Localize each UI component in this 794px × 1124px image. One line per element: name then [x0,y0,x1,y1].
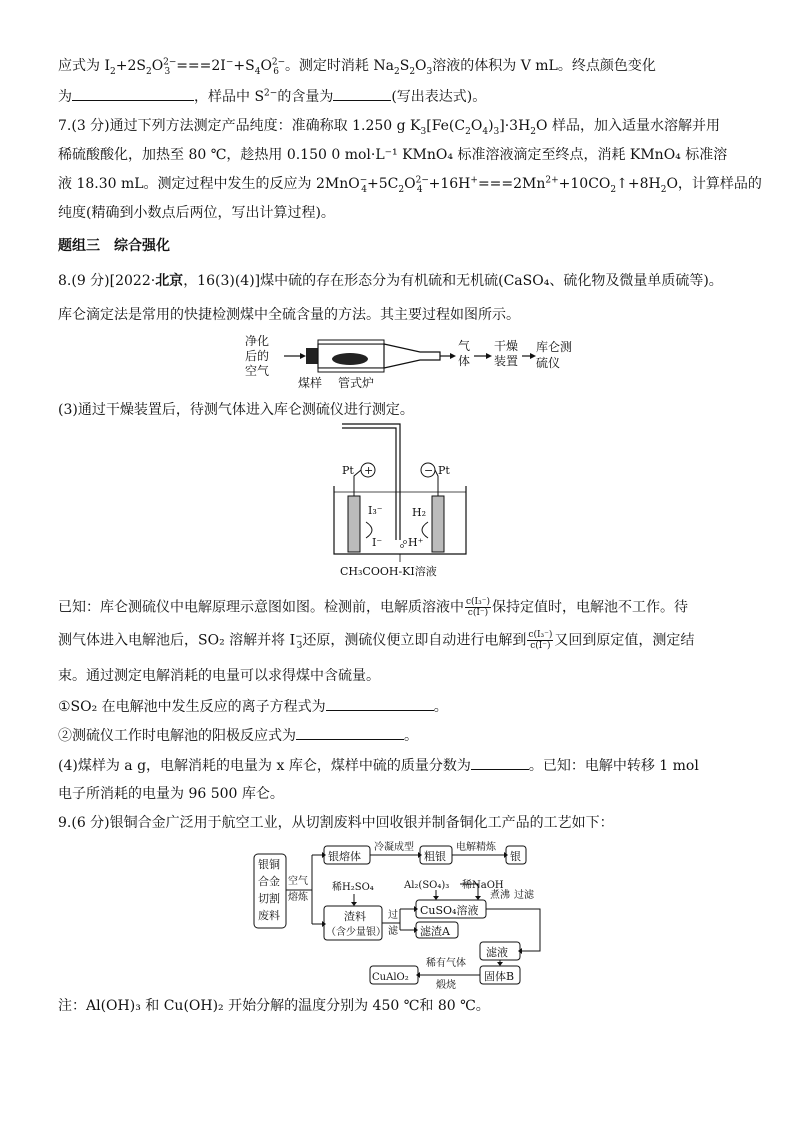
text: ，16(3)(4)]煤中硫的存在形态分为有机硫和无机硫(CaSO₄、硫化物及微量单质硫等)。 [183,273,723,289]
text: ===2Mn [477,176,546,192]
text: 的含量为 [277,89,334,105]
furnace-top [318,340,384,344]
coal-sample [332,353,368,365]
label-dil-h2so4: 稀H₂SO₄ [332,882,374,893]
anode-electrode [348,496,360,552]
label-coal: 煤样 [298,376,323,390]
answer-blank[interactable] [333,86,391,101]
label-kulun-1: 库仑测 [536,340,573,354]
label-cool: 冷凝成型 [374,842,414,853]
text: 保持定值时，电解池不工作。待 [491,599,688,616]
label-air: 空气 [288,876,308,887]
text: 又回到原定值，测定结 [554,632,695,649]
concentration-ratio: $\frac{\text{c(I₃⁻)}}{c(I^-)}$ [466,597,490,618]
stopper [306,348,318,364]
text: 应式为 I [58,58,110,74]
text: 。测定时消耗 Na [284,58,394,74]
label-naoh: 稀NaOH [462,880,504,891]
label-filtrate: 滤液 [486,946,508,959]
label-cuso4: CuSO₄溶液 [420,904,479,917]
text-line: 为 ，样品中 $S^{2-}$的含量为 (写出表达式)。 [58,86,486,107]
question-8-line [58,725,418,746]
text: O [470,118,483,134]
text: O，计算样品的 [666,176,762,192]
question-8-line [58,666,380,686]
text: 已知：库仑测硫仪中电解原理示意图如图。检测前，电解质溶液中 [58,599,464,616]
text: 测气体进入电解池后，SO₂ 溶解并将 I [58,632,296,649]
section-heading: 题组三 综合强化 [58,238,170,254]
label-cualo2: CuAlO₂ [372,972,409,983]
text: 。已知：电解中转移 1 mol [528,758,699,774]
text: 7.(3 分)通过下列方法测定产品纯度：准确称取 1.250 g K [58,118,421,134]
answer-blank[interactable] [471,755,529,770]
label-src2: 合金 [258,875,280,888]
label-al2so4: Al₂(SO₄)₃ [404,880,450,891]
text: 电子所消耗的电量为 96 500 库仑。 [58,786,284,802]
text: (4)煤样为 a g，电解消耗的电量为 x 库仑，煤样中硫的质量分数为 [58,758,471,774]
label-slag2: （含少量银） [326,927,386,938]
label-h2: H₂ [412,506,427,519]
apparatus-diagram-end [534,340,594,374]
question-8-line [58,271,723,291]
label-src1: 银铜 [258,858,280,871]
apparatus-diagram [240,332,560,394]
text: +16H [428,176,471,192]
label-slag1: 渣料 [344,910,366,923]
arrow-head [300,353,306,359]
text: ===2I [176,58,226,74]
text: 溶液的体积为 V mL。终点颜色变化 [432,58,656,74]
text: 束。通过测定电解消耗的电量可以求得煤中含硫量。 [58,668,380,684]
label-src4: 废料 [258,909,280,922]
label-pt-left: Pt [342,464,354,477]
question-9-line [58,813,614,833]
label-calc: 煅烧 [436,980,456,990]
label-solution: CH₃COOH-KI溶液 [340,565,437,578]
label-pt-right: Pt [438,464,450,477]
label-tube: 管式炉 [338,376,375,390]
text: 液 18.30 mL。测定过程中发生的反应为 2MnO [58,176,360,192]
label-ag: 银 [510,850,521,863]
text: 纯度(精确到小数点后两位，写出计算过程)。 [58,205,335,221]
question-8-line [58,400,414,420]
text: 。 [404,728,418,744]
text: +5C [367,176,399,192]
text: O [404,176,416,192]
label-filter2: 滤 [388,926,398,937]
text: [Fe(C [426,118,466,134]
concentration-ratio: $\frac{\text{c(I₃⁻)}}{c(I^-)}$ [528,630,553,651]
furnace-bottom [318,368,384,372]
text: ]·3H [499,118,531,134]
label-dry-1: 干燥 [494,339,519,353]
text: ①SO₂ 在电解池中发生反应的离子方程式为 [58,699,326,715]
label-crude-ag: 粗银 [424,850,446,863]
text: ②测硫仪工作时电解池的阳极反应式为 [58,728,296,744]
label-i-minus: I⁻ [372,536,383,549]
text: 8.(9 分)[2022· [58,273,156,289]
tube-taper [384,344,440,368]
question-7-line [58,145,727,165]
text: 还原，测硫仪便立即自动进行电解到 [302,632,527,649]
process-flowchart [250,838,550,990]
answer-blank[interactable] [326,696,434,711]
label-plus: + [364,464,374,477]
question-8-line [58,597,688,618]
label-filter1: 过 [388,910,398,921]
electrolysis-cell-diagram [320,422,480,580]
label-minus: − [424,464,434,477]
text: ，样品中 S [194,89,265,105]
answer-blank[interactable] [72,86,194,101]
text: (3)通过干燥装置后，待测气体进入库仑测硫仪进行测定。 [58,402,414,418]
text: +10CO [558,176,611,192]
answer-blank[interactable] [296,725,404,740]
text: 稀硫酸酸化，加热至 80 ℃，趁热用 0.150 0 mol·L⁻¹ KMnO₄ 标准溶液滴定至终点，消耗 KMnO₄ 标准溶 [58,147,728,163]
question-8-line [58,305,520,325]
text: O [415,58,427,74]
label-gas-2: 体 [458,354,471,368]
label-gas-1: 气 [458,339,471,353]
label-dry-2: 装置 [494,354,519,368]
label-smelt: 熔炼 [288,892,308,903]
label-src3: 切割 [258,892,280,905]
text: 。 [433,699,448,715]
label-inert: 稀有气体 [426,958,466,969]
label-air-2: 后的 [245,349,270,363]
label-kulun-2: 硫仪 [536,356,561,370]
text: ↑+8H [616,176,661,192]
label-i3: I₃⁻ [368,504,383,517]
text: O [151,58,164,74]
text: 注：Al(OH)₃ 和 Cu(OH)₂ 开始分解的温度分别为 450 ℃和 80 ℃。 [58,998,490,1014]
question-8-line [58,784,284,804]
label-boil: 煮沸 [490,890,510,901]
text: 9.(6 分)银铜合金广泛用于航空工业，从切割废料中回收银并制备铜化工产品的工艺如下： [58,815,614,831]
question-8-line: 测气体进入电解池后，SO₂ 溶解并将 $I^-_3$还原，测硫仪便立即自动进行电解到 $\frac{\text{c(I₃⁻)}}{c(I^-)}$ 又回到原定值，测定结 [58,630,695,652]
text: +2S [115,58,146,74]
label-solid-b: 固体B [484,970,515,983]
label-air-3: 空气 [245,364,270,378]
text-line: 应式为 $I_2+2S_2O^{2-}_3 ===2I^-+S_4O^{2-}_6$ 。测定时消耗 $Na_2S_2O_3$溶液的体积为 V mL。终点颜色变化 [58,57,656,77]
question-7-line: 7.(3 分)通过下列方法测定产品纯度：准确称取 1.250 g $K_3[Fe(C_2O_4)_3]\cdot 3H_2O$ 样品，加入适量水溶解并用 [58,118,720,137]
question-8-line [58,696,448,717]
text: O [260,58,272,74]
label-hplus: H⁺ [408,536,424,549]
text: S [399,58,410,74]
question-7-line: 液 18.30 mL。测定过程中发生的反应为 $2MnO^-_4+5C_2O^{2-}_4$ $+16H^+===2Mn^{2+}+10CO_2↑+8H_2O$，计算样品的 [58,175,762,195]
text: +S [233,58,255,74]
text: 北京 [155,273,184,289]
text: 为 [58,89,72,105]
label-refine: 电解精炼 [456,842,496,853]
text: (写出表达式)。 [391,89,487,105]
text: O 样品，加入适量水溶解并用 [536,118,720,134]
label-residue-a: 滤渣A [420,925,450,938]
text: 库仑滴定法是常用的快捷检测煤中全硫含量的方法。其主要过程如图所示。 [58,307,520,323]
label-ag-melt: 银熔体 [328,850,361,863]
note-line [58,996,490,1016]
text: ) [488,118,494,134]
question-7-line [58,203,335,223]
question-8-line [58,755,699,776]
label-air-1: 净化 [245,334,270,348]
cathode-electrode [432,496,444,552]
label-filtr: 过滤 [514,890,534,901]
